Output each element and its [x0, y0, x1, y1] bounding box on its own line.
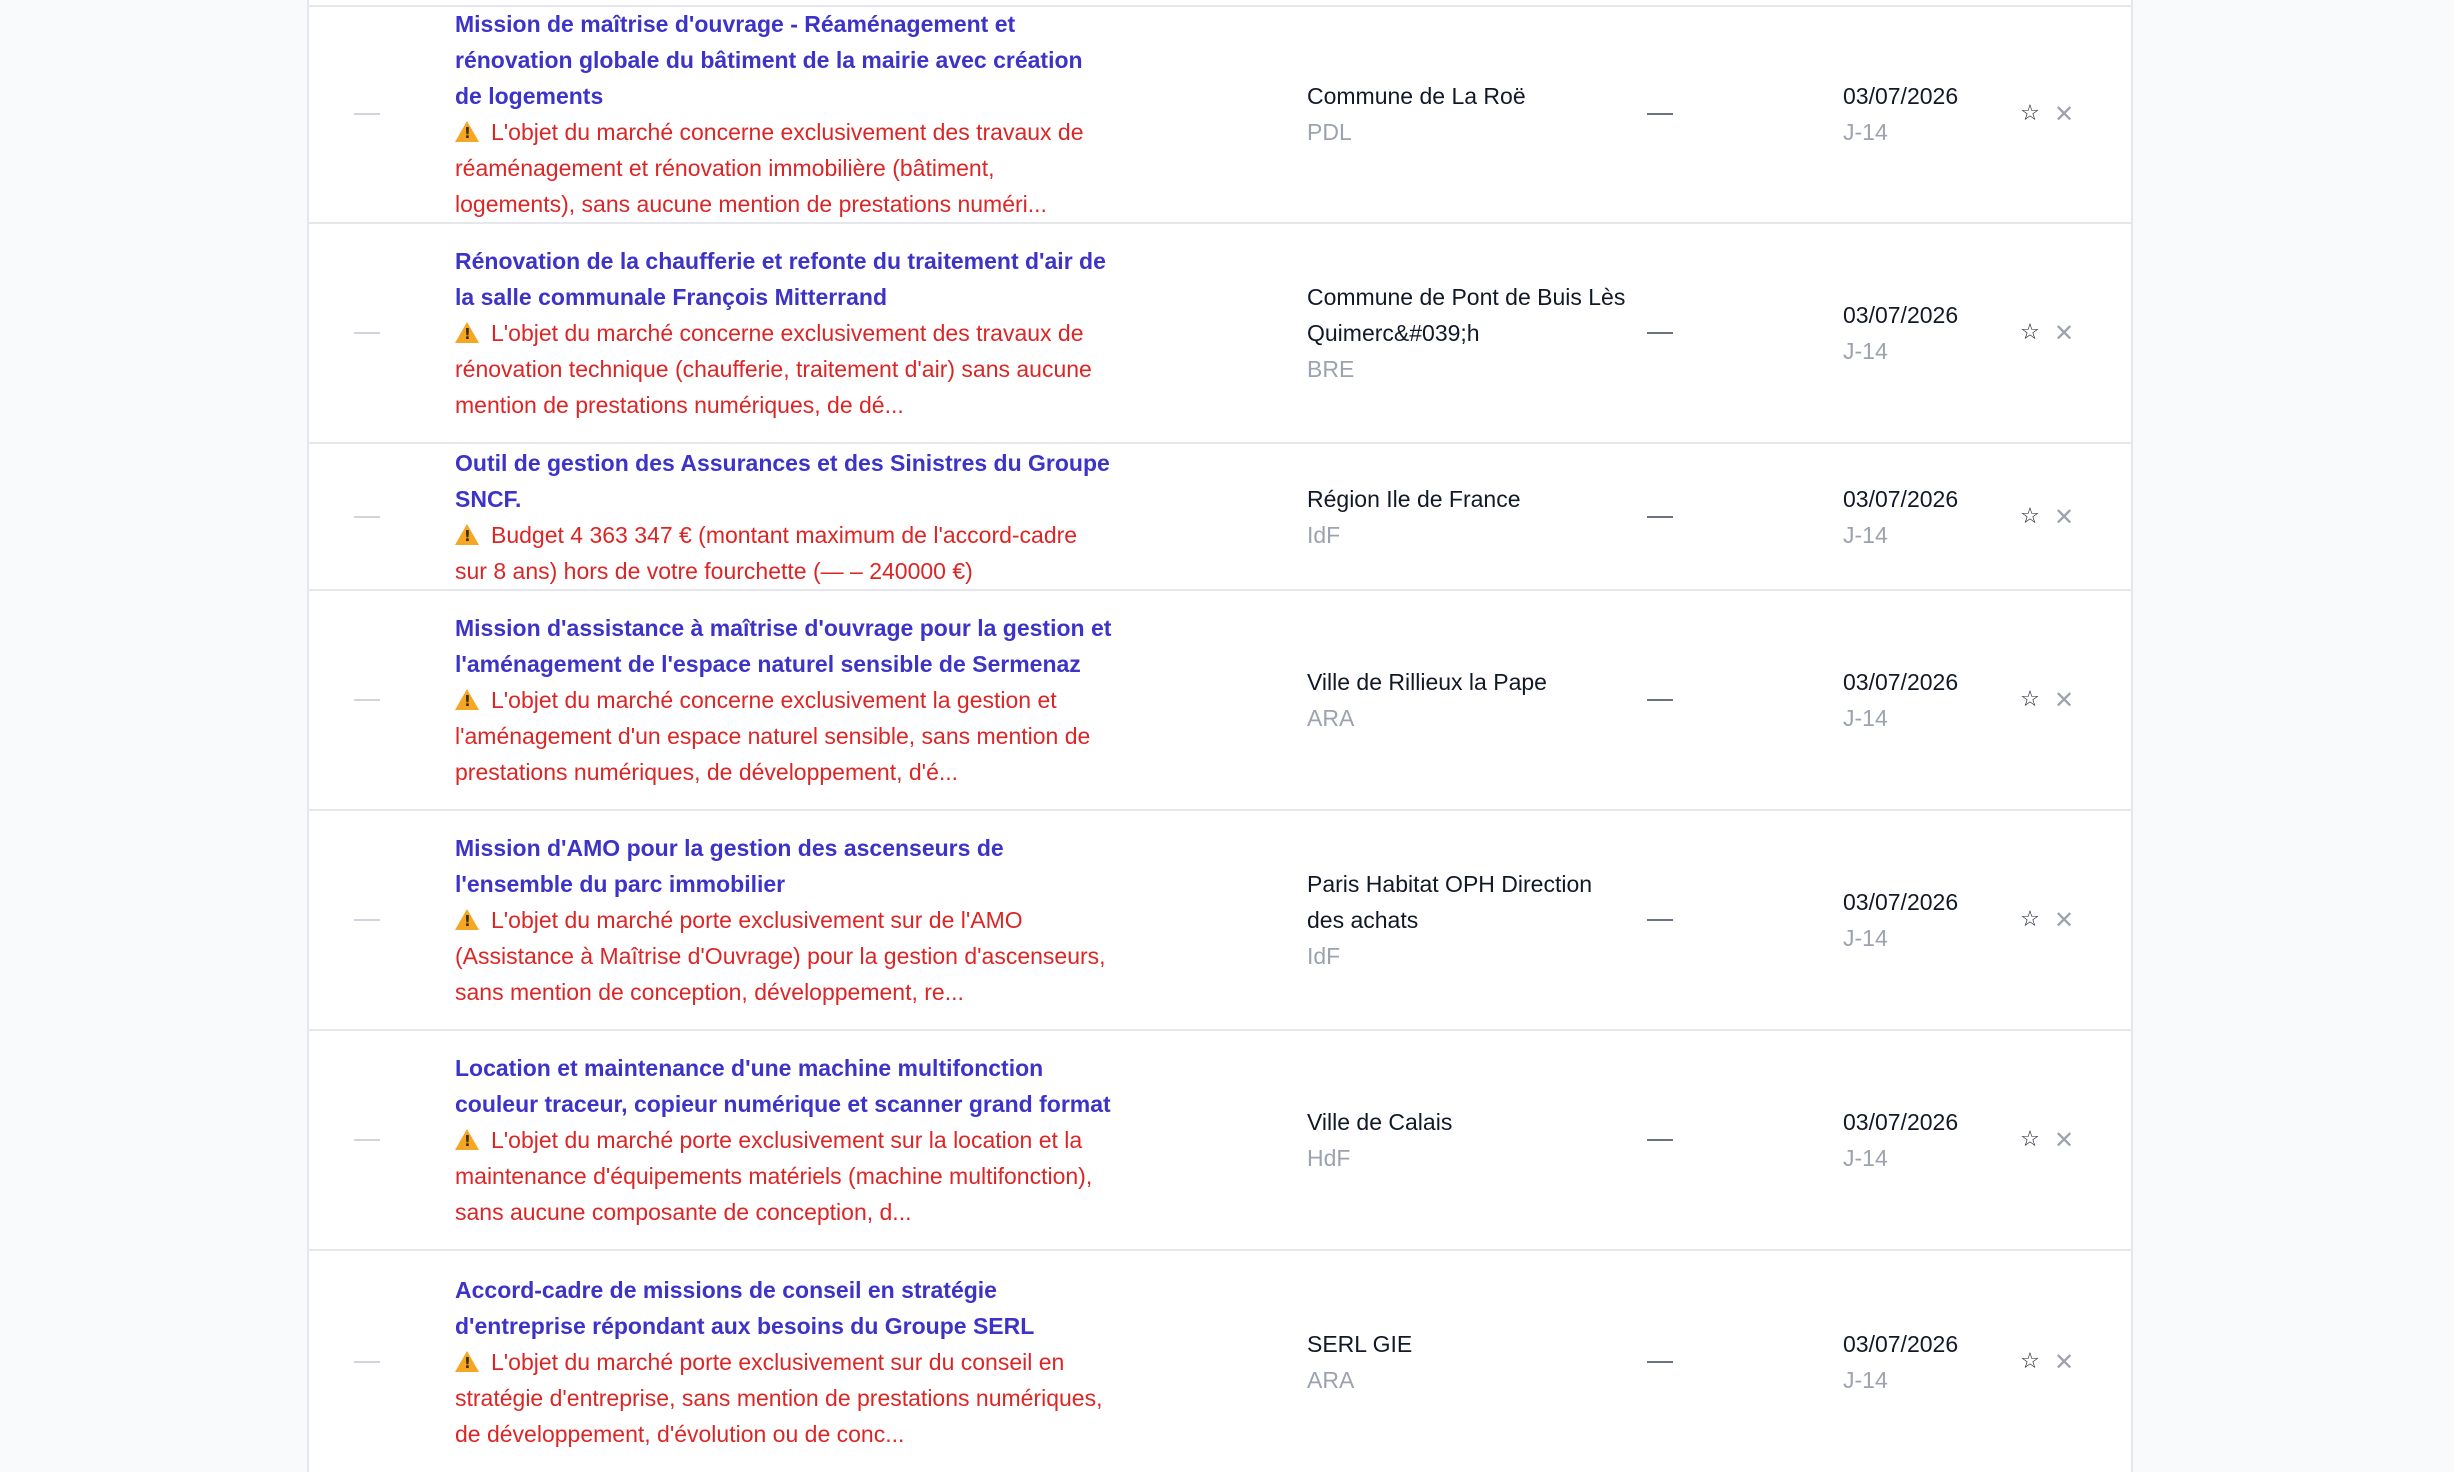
warning-icon — [455, 909, 479, 930]
close-icon[interactable]: ✕ — [2053, 686, 2075, 714]
tender-title-link[interactable]: Accord-cadre de missions de conseil en stratégie d'entreprise répondant aux besoins du Groupe SERL — [455, 1276, 1035, 1339]
deadline-date: 03/07/2026 — [1843, 82, 1959, 109]
buyer-region: IdF — [1307, 521, 1341, 548]
table-row[interactable] — [309, 1031, 2131, 1251]
row-select[interactable] — [354, 591, 384, 809]
table-row[interactable] — [309, 444, 2131, 591]
table-row[interactable] — [309, 224, 2131, 444]
budget-cell — [1647, 1031, 1687, 1249]
buyer-name: Commune de La Roë — [1307, 82, 1526, 109]
budget-empty — [1647, 699, 1673, 701]
select-placeholder — [354, 919, 380, 921]
deadline-countdown: J-14 — [1843, 925, 1888, 951]
tender-title-link[interactable]: Mission de maîtrise d'ouvrage - Réaménagement et rénovation globale du bâtiment de la mairie avec création de logements — [455, 10, 1083, 109]
budget-empty — [1647, 1361, 1673, 1363]
buyer-region: HdF — [1307, 1145, 1351, 1171]
deadline-countdown: J-14 — [1843, 118, 1888, 145]
deadline-cell — [1843, 591, 2003, 809]
select-placeholder — [354, 516, 380, 518]
buyer-name: Paris Habitat OPH Direction des achats — [1307, 871, 1593, 933]
deadline-cell — [1843, 811, 2003, 1029]
warning-icon — [455, 1129, 479, 1150]
budget-empty — [1647, 516, 1673, 518]
deadline-cell — [1843, 444, 2003, 589]
tender-title-link[interactable]: Rénovation de la chaufferie et refonte du traitement d'air de la salle communale François Mitterrand — [455, 248, 1106, 310]
budget-empty — [1647, 919, 1673, 921]
buyer-cell — [1307, 811, 1627, 1029]
deadline-cell — [1843, 5, 2003, 222]
tender-cell — [455, 444, 1115, 589]
row-actions — [2015, 811, 2105, 1029]
select-placeholder — [354, 1361, 380, 1363]
deadline-cell — [1843, 1251, 2003, 1472]
row-actions — [2015, 5, 2105, 222]
tender-cell — [455, 224, 1115, 442]
warning-icon — [455, 121, 479, 142]
budget-empty — [1647, 113, 1673, 115]
close-icon[interactable]: ✕ — [2053, 1347, 2075, 1376]
exclusion-warning — [455, 682, 1115, 790]
tender-title-link[interactable]: Location et maintenance d'une machine multifonction couleur traceur, copieur numérique et scanner grand format — [455, 1055, 1111, 1117]
exclusion-warning — [455, 517, 1115, 589]
warning-icon — [455, 322, 479, 343]
buyer-cell — [1307, 591, 1627, 809]
exclusion-warning — [455, 902, 1115, 1010]
budget-empty — [1647, 332, 1673, 334]
deadline-countdown: J-14 — [1843, 521, 1888, 548]
select-placeholder — [354, 1139, 380, 1141]
buyer-cell — [1307, 444, 1627, 589]
deadline-countdown: J-14 — [1843, 1145, 1888, 1171]
tender-cell — [455, 591, 1115, 809]
row-actions — [2015, 444, 2105, 589]
buyer-name: Ville de Rillieux la Pape — [1307, 669, 1547, 695]
tender-cell — [455, 1251, 1115, 1472]
close-icon[interactable]: ✕ — [2053, 319, 2075, 347]
buyer-cell — [1307, 224, 1627, 442]
table-row[interactable] — [309, 811, 2131, 1031]
warning-text: L'objet du marché porte exclusivement sur du conseil en stratégie d'entreprise, sans mention de prestations numériques, de développement, d'évolution ou de conc... — [455, 1348, 1103, 1447]
buyer-region: PDL — [1307, 118, 1352, 145]
select-placeholder — [354, 699, 380, 701]
star-icon[interactable]: ☆ — [2020, 1127, 2040, 1152]
budget-empty — [1647, 1139, 1673, 1141]
exclusion-warning — [455, 315, 1115, 423]
deadline-cell — [1843, 1031, 2003, 1249]
buyer-cell — [1307, 1031, 1627, 1249]
tender-title-link[interactable]: Outil de gestion des Assurances et des Sinistres du Groupe SNCF. — [455, 449, 1110, 512]
warning-text: L'objet du marché porte exclusivement sur la location et la maintenance d'équipements matériels (machine multifonction), sans aucune composante de conception, d... — [455, 1127, 1093, 1225]
budget-cell — [1647, 224, 1687, 442]
row-select[interactable] — [354, 1031, 384, 1249]
row-select[interactable] — [354, 444, 384, 589]
warning-text: L'objet du marché concerne exclusivement la gestion et l'aménagement d'un espace naturel sensible, sans mention de prestations numériques, de développement, d'é... — [455, 687, 1091, 785]
buyer-name: Commune de Pont de Buis Lès Quimerc&#039;h — [1307, 284, 1626, 346]
deadline-date: 03/07/2026 — [1843, 889, 1959, 915]
table-row[interactable] — [309, 1251, 2131, 1472]
buyer-name: Ville de Calais — [1307, 1109, 1453, 1135]
close-icon[interactable]: ✕ — [2053, 1126, 2075, 1154]
warning-text: L'objet du marché concerne exclusivement des travaux de rénovation technique (chaufferie, traitement d'air) sans aucune mention de prestations numériques, de dé... — [455, 320, 1092, 418]
deadline-cell — [1843, 224, 2003, 442]
deadline-date: 03/07/2026 — [1843, 669, 1959, 695]
star-icon[interactable]: ☆ — [2020, 320, 2040, 345]
buyer-region: IdF — [1307, 943, 1341, 969]
table-row[interactable] — [309, 5, 2131, 224]
row-actions — [2015, 1251, 2105, 1472]
row-select[interactable] — [354, 224, 384, 442]
budget-cell — [1647, 811, 1687, 1029]
exclusion-warning — [455, 1344, 1115, 1452]
buyer-name: SERL GIE — [1307, 1330, 1413, 1357]
warning-icon — [455, 1351, 479, 1372]
tender-title-link[interactable]: Mission d'assistance à maîtrise d'ouvrage pour la gestion et l'aménagement de l'espace naturel sensible de Sermenaz — [455, 615, 1112, 677]
deadline-countdown: J-14 — [1843, 338, 1888, 364]
table-row[interactable] — [309, 591, 2131, 811]
star-icon[interactable]: ☆ — [2020, 100, 2040, 126]
row-select[interactable] — [354, 811, 384, 1029]
tender-title-link[interactable]: Mission d'AMO pour la gestion des ascenseurs de l'ensemble du parc immobilier — [455, 835, 1004, 897]
warning-icon — [455, 524, 479, 545]
deadline-countdown: J-14 — [1843, 1366, 1888, 1393]
close-icon[interactable]: ✕ — [2053, 99, 2075, 128]
tender-cell — [455, 5, 1115, 222]
buyer-cell — [1307, 5, 1627, 222]
select-placeholder — [354, 332, 380, 334]
select-placeholder — [354, 113, 380, 115]
buyer-region: ARA — [1307, 1366, 1355, 1393]
buyer-region: BRE — [1307, 356, 1355, 382]
star-icon[interactable]: ☆ — [2020, 907, 2040, 932]
budget-cell — [1647, 591, 1687, 809]
budget-cell — [1647, 1251, 1687, 1472]
warning-text: L'objet du marché concerne exclusivement des travaux de réaménagement et rénovation immobilière (bâtiment, logements), sans aucune mention de prestations numéri... — [455, 118, 1084, 217]
row-actions — [2015, 224, 2105, 442]
deadline-date: 03/07/2026 — [1843, 1109, 1959, 1135]
row-select[interactable] — [354, 5, 384, 222]
buyer-name: Région Ile de France — [1307, 485, 1521, 512]
budget-cell — [1647, 444, 1687, 589]
warning-icon — [455, 689, 479, 710]
star-icon[interactable]: ☆ — [2020, 503, 2040, 529]
tenders-table — [307, 0, 2133, 1472]
exclusion-warning — [455, 1122, 1115, 1230]
deadline-date: 03/07/2026 — [1843, 1330, 1959, 1357]
star-icon[interactable]: ☆ — [2020, 687, 2040, 712]
row-actions — [2015, 1031, 2105, 1249]
buyer-cell — [1307, 1251, 1627, 1472]
budget-cell — [1647, 5, 1687, 222]
warning-text: L'objet du marché porte exclusivement sur de l'AMO (Assistance à Maîtrise d'Ouvrage) pour la gestion d'ascenseurs, sans mention de conception, développement, re... — [455, 907, 1106, 1005]
buyer-region: ARA — [1307, 705, 1355, 731]
deadline-date: 03/07/2026 — [1843, 302, 1959, 328]
tender-cell — [455, 811, 1115, 1029]
close-icon[interactable]: ✕ — [2053, 502, 2075, 531]
row-select[interactable] — [354, 1251, 384, 1472]
star-icon[interactable]: ☆ — [2020, 1348, 2040, 1374]
deadline-countdown: J-14 — [1843, 705, 1888, 731]
tender-cell — [455, 1031, 1115, 1249]
warning-text: Budget 4 363 347 € (montant maximum de l'accord-cadre sur 8 ans) hors de votre fourchette (— – 240000 €) — [455, 521, 1078, 584]
exclusion-warning — [455, 114, 1115, 222]
row-actions — [2015, 591, 2105, 809]
close-icon[interactable]: ✕ — [2053, 906, 2075, 934]
deadline-date: 03/07/2026 — [1843, 485, 1959, 512]
